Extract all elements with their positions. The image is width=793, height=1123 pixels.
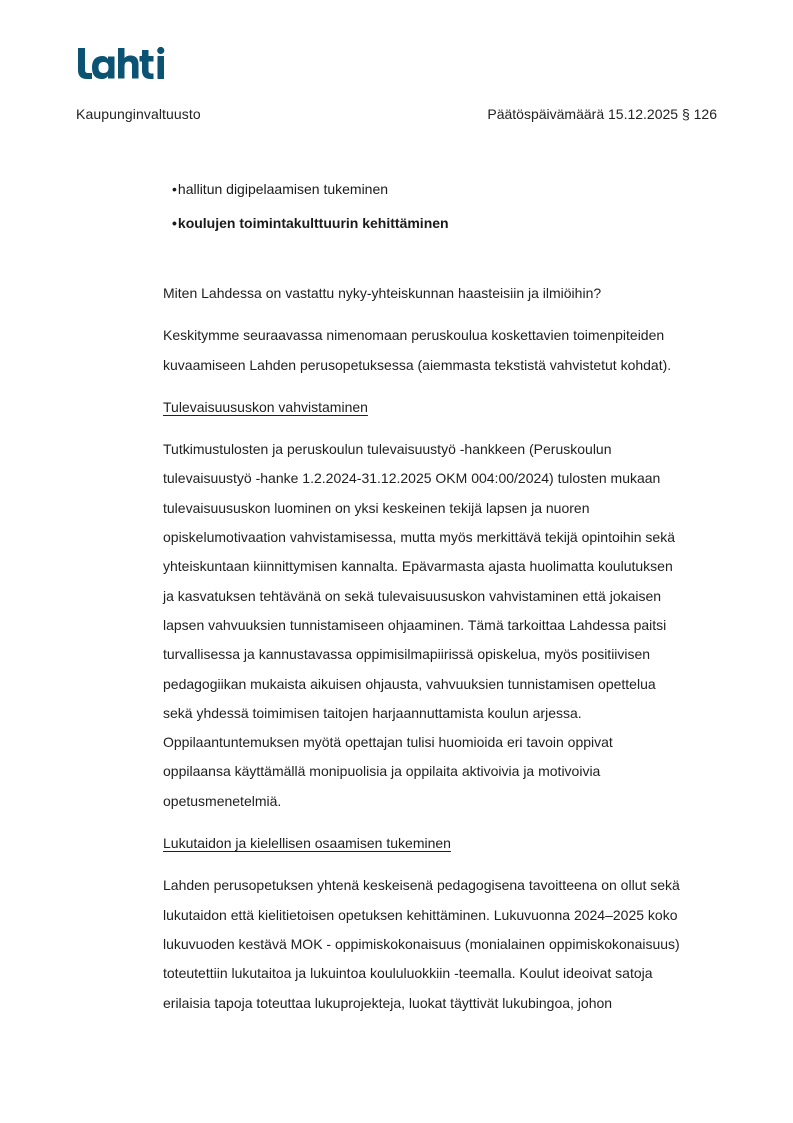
tulevaisuususko-paragraph <box>163 435 723 816</box>
text-line: kuvaamiseen Lahden perusopetuksessa (aiemmasta tekstistä vahvistetut kohdat). <box>163 356 672 373</box>
bullet-text: hallitun digipelaamisen tukeminen <box>177 181 389 197</box>
text-line: pedagogiikan mukaista aikuisen ohjausta, vahvuuksien tunnistamisen opettelua <box>163 675 656 692</box>
section-heading-lukutaito: Lukutaidon ja kielellisen osaamisen tukeminen <box>163 835 451 852</box>
text-line: Miten Lahdessa on vastattu nyky-yhteiskunnan haasteisiin ja ilmiöihin? <box>163 285 602 301</box>
text-line: Keskitymme seuraavassa nimenomaan peruskoulua koskettavien toimenpiteiden <box>163 327 665 344</box>
text-line: yhteiskuntaan kiinnittymisen kannalta. Epävarmasta ajasta huolimatta koulutuksen <box>163 558 673 575</box>
lahti-logo <box>76 44 168 82</box>
bullet-text: koulujen toimintakulttuurin kehittäminen <box>177 215 449 231</box>
text-line: tulevaisuustyö -hanke 1.2.2024-31.12.2025 OKM 004:00/2024) tulosten mukaan <box>163 470 661 487</box>
organ-name: Kaupunginvaltuusto <box>76 106 201 122</box>
text-line: sekä yhdessä toimimisen taitojen harjaannuttamista koulun arjessa. <box>163 704 582 721</box>
bullet-item <box>172 214 449 248</box>
bullet-list <box>172 180 449 248</box>
intro-paragraph <box>163 321 723 380</box>
bullet-icon: • <box>172 215 177 231</box>
text-line: lukutaidon että kielitietoisen opetuksen kehittäminen. Lukuvuonna 2024–2025 koko <box>163 906 678 923</box>
question-paragraph <box>163 279 723 308</box>
text-line: toteutettiin lukutaitoa ja lukuintoa koululuokkiin -teemalla. Koulut ideoivat satoja <box>163 965 653 982</box>
text-line: tulevaisuususkon luominen on yksi keskeinen tekijä lapsen ja nuoren <box>163 499 590 516</box>
document-body <box>163 279 723 1018</box>
decision-date-paragraph: Päätöspäivämäärä 15.12.2025 § 126 <box>487 106 717 122</box>
text-line: lukuvuoden kestävä MOK - oppimiskokonaisuus (monialainen oppimiskokonaisuus) <box>163 935 680 952</box>
text-line: opetusmenetelmiä. <box>163 792 282 809</box>
text-line: Oppilaantuntemuksen myötä opettajan tulisi huomioida eri tavoin oppivat <box>163 734 613 751</box>
bullet-icon: • <box>172 181 177 197</box>
text-line: Tutkimustulosten ja peruskoulun tulevaisuustyö -hankkeen (Peruskoulun <box>163 441 612 458</box>
lukutaito-paragraph <box>163 871 723 1017</box>
text-line: Lahden perusopetuksen yhtenä keskeisenä pedagogisena tavoitteena on ollut sekä <box>163 877 680 894</box>
bullet-item <box>172 180 449 214</box>
section-heading-tulevaisuususko: Tulevaisuususkon vahvistaminen <box>163 398 368 415</box>
text-line: ja kasvatuksen tehtävänä on sekä tulevaisuususkon vahvistaminen että jokaisen <box>163 587 662 604</box>
text-line: lapsen vahvuuksien tunnistamiseen ohjaaminen. Tämä tarkoittaa Lahdessa paitsi <box>163 616 667 633</box>
text-line: opiskelumotivaation vahvistamisessa, mutta myös merkittävä tekijä opintoihin sekä <box>163 529 676 546</box>
lahti-logo-icon <box>76 44 168 82</box>
text-line: turvallisessa ja kannustavassa oppimisilmapiirissä opiskelua, myös positiivisen <box>163 646 651 663</box>
text-line: oppilaansa käyttämällä monipuolisia ja oppilaita aktivoivia ja motivoivia <box>163 763 601 780</box>
text-line: erilaisia tapoja toteuttaa lukuprojekteja, luokat täyttivät lukubingoa, johon <box>163 994 613 1011</box>
